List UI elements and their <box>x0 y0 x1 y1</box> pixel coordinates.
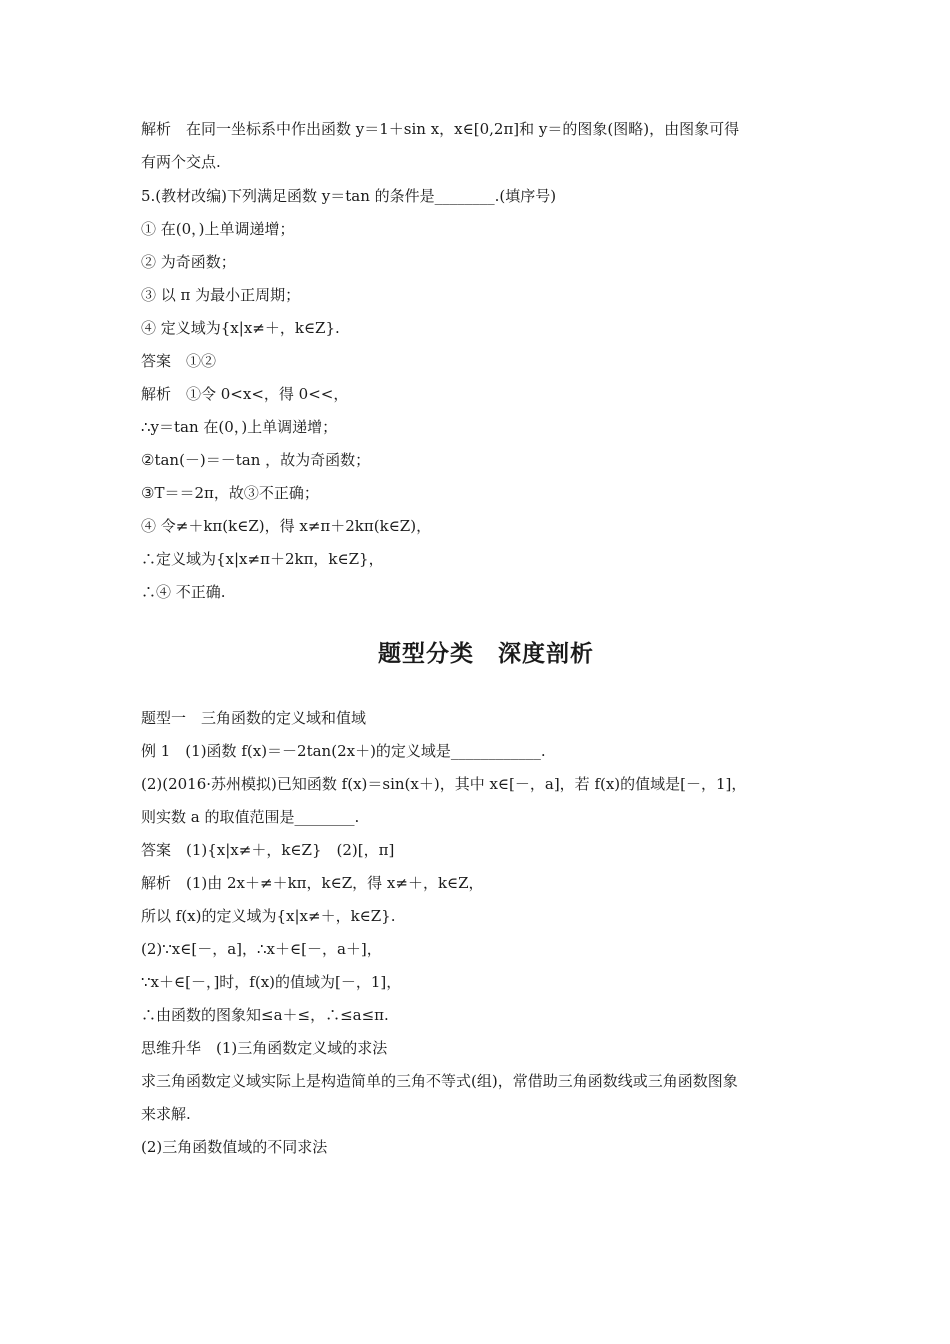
example-1-part-2-cont: 则实数 a 的取值范围是________. <box>141 808 360 826</box>
solution-line: ∴由函数的图象知≤a＋≤，∴≤a≤π. <box>141 1006 389 1024</box>
option-4: ④ 定义域为{x|x≠＋，k∈Z}. <box>141 319 340 337</box>
solution-line: ∴y＝tan 在(0，)上单调递增； <box>141 418 338 436</box>
solution-line: ∴定义域为{x|x≠π＋2kπ，k∈Z}， <box>141 550 384 568</box>
solution-line: 有两个交点. <box>141 153 221 171</box>
solution-line: 解析 (1)由 2x＋≠＋kπ，k∈Z，得 x≠＋，k∈Z， <box>141 874 484 892</box>
solution-line: ②tan(－)＝－tan ，故为奇函数； <box>141 451 371 469</box>
option-2: ② 为奇函数； <box>141 253 236 271</box>
section-heading: 题型分类 深度剖析 <box>378 641 594 667</box>
solution-line: (2)∵x∈[－，a]，∴x＋∈[－，a＋]， <box>141 940 382 958</box>
summary-text: 求三角函数定义域实际上是构造简单的三角不等式(组)，常借助三角函数线或三角函数图象 <box>141 1072 738 1090</box>
question-5: 5.(教材改编)下列满足函数 y＝tan 的条件是________.(填序号) <box>141 187 557 205</box>
summary-title: 思维升华 (1)三角函数定义域的求法 <box>141 1039 388 1057</box>
option-1: ① 在(0，)上单调递增； <box>141 220 295 238</box>
solution-line: 解析 ①令 0<x<，得 0<<， <box>141 385 349 403</box>
answer-line: 答案 (1){x|x≠＋，k∈Z} (2)[，π] <box>141 841 395 859</box>
solution-line: 解析 在同一坐标系中作出函数 y＝1＋sin x，x∈[0,2π]和 y＝的图象(图略)，由图象可得 <box>141 120 740 138</box>
summary-subtitle: (2)三角函数值域的不同求法 <box>141 1138 328 1156</box>
answer-line: 答案 ①② <box>141 352 217 370</box>
solution-line: ∴④ 不正确. <box>141 583 226 601</box>
option-3: ③ 以 π 为最小正周期； <box>141 286 301 304</box>
solution-line: 所以 f(x)的定义域为{x|x≠＋，k∈Z}. <box>141 907 396 925</box>
document-page <box>141 118 831 1158</box>
solution-line: ③T＝＝2π，故③不正确； <box>141 484 319 502</box>
solution-line: ∵x＋∈[－，]时，f(x)的值域为[－，1]， <box>141 973 402 991</box>
summary-text: 来求解. <box>141 1105 191 1123</box>
example-1-part-2: (2)(2016·苏州模拟)已知函数 f(x)＝sin(x＋)，其中 x∈[－，a]，若 f(x)的值域是[－，1]， <box>141 775 747 793</box>
example-1-part-1: 例 1 (1)函数 f(x)＝－2tan(2x＋)的定义域是____________. <box>141 742 546 760</box>
solution-line: ④ 令≠＋kπ(k∈Z)，得 x≠π＋2kπ(k∈Z)， <box>141 517 432 535</box>
topic-title: 题型一 三角函数的定义域和值域 <box>141 709 367 727</box>
